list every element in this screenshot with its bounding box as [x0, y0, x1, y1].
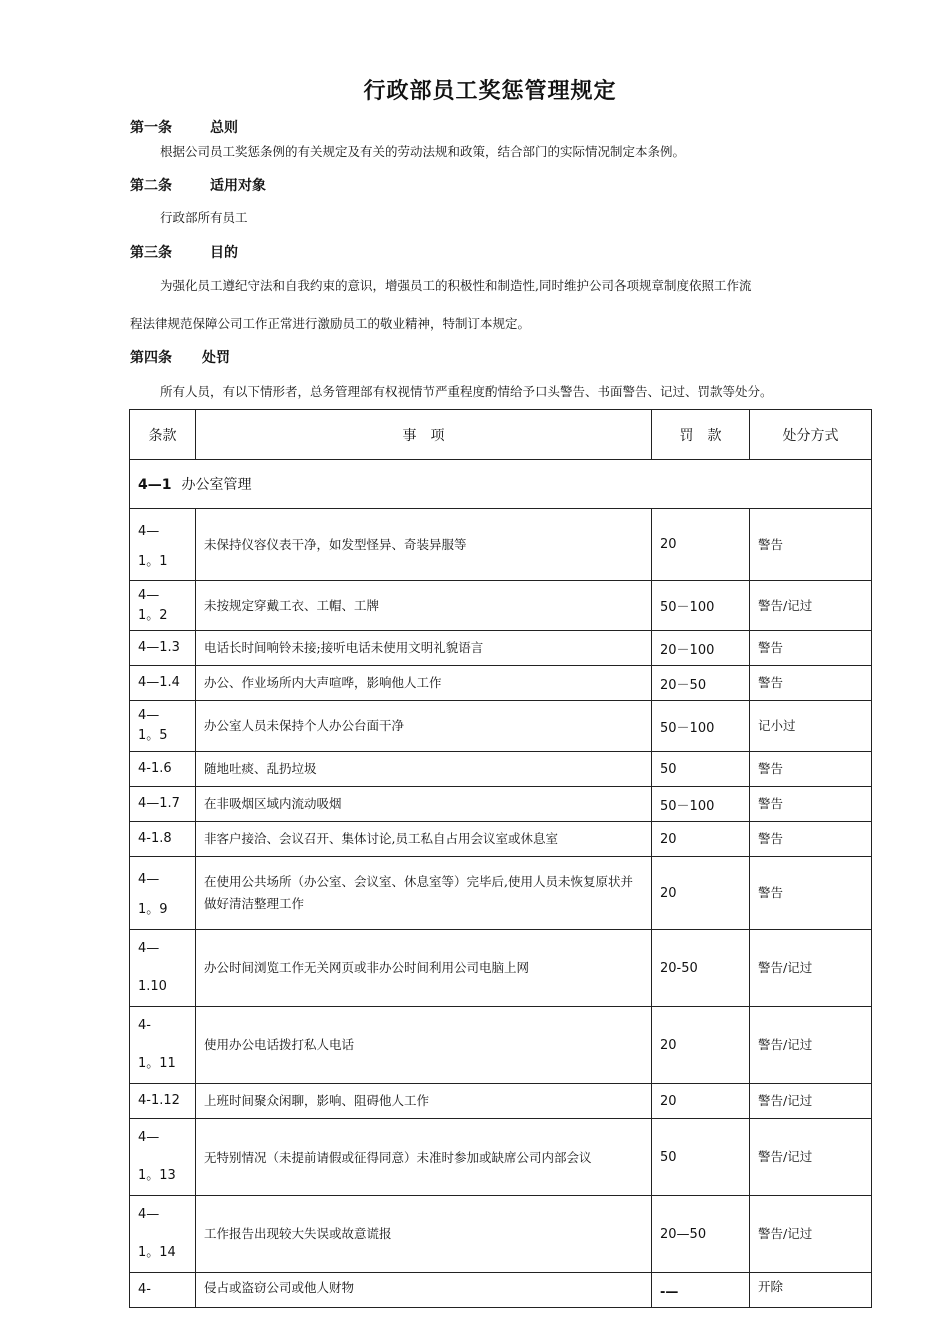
- column-header-item: 事 项: [196, 410, 652, 460]
- article-name: 目的: [210, 245, 238, 261]
- clause-cell: [130, 930, 196, 1007]
- table-row: [130, 701, 872, 752]
- item-cell: 工作报告出现较大失误或故意谎报: [196, 1196, 652, 1273]
- clause-part: 1。1: [138, 553, 168, 569]
- item-cell: 未按规定穿戴工衣、工帽、工牌: [196, 581, 652, 631]
- item-cell: 无特别情况（未提前请假或征得同意）未准时参加或缺席公司内部会议: [196, 1119, 652, 1196]
- clause-cell: 4—1.4: [130, 666, 196, 701]
- article-name: 适用对象: [210, 178, 266, 194]
- method-cell: 警告/记过: [750, 581, 872, 631]
- penalty-table: [129, 409, 872, 1308]
- article-number: 第三条: [130, 245, 172, 261]
- clause-part: 1。14: [138, 1245, 176, 1260]
- method-cell: 警告: [750, 509, 872, 581]
- table-row: [130, 1196, 872, 1273]
- clause-part: 4—: [138, 587, 160, 603]
- clause-part: 4—: [138, 941, 160, 956]
- item-cell: 办公时间浏览工作无关网页或非办公时间利用公司电脑上网: [196, 930, 652, 1007]
- article-4-text: 所有人员，有以下情形者，总务管理部有权视情节严重程度酌情给予口头警告、书面警告、记过、罚款等处分。: [160, 384, 773, 399]
- article-number: 第四条: [130, 350, 172, 366]
- item-cell: 办公、作业场所内大声喧哗，影响他人工作: [196, 666, 652, 701]
- item-cell: 非客户接洽、会议召开、集体讨论,员工私自占用会议室或休息室: [196, 822, 652, 857]
- method-cell: 警告/记过: [750, 930, 872, 1007]
- table-row: [130, 857, 872, 930]
- clause-cell: 4-1.8: [130, 822, 196, 857]
- method-cell: 警告/记过: [750, 1007, 872, 1084]
- table-row: [130, 752, 872, 787]
- fine-cell: 20-50: [652, 930, 750, 1007]
- clause-cell: 4-1.12: [130, 1084, 196, 1119]
- item-cell: 使用办公电话拨打私人电话: [196, 1007, 652, 1084]
- article-4-heading: [130, 347, 230, 367]
- fine-cell: 50: [652, 1119, 750, 1196]
- article-number: 第二条: [130, 178, 172, 194]
- fine-cell: 50－100: [652, 581, 750, 631]
- item-cell: 电话长时间响铃未接;接听电话未使用文明礼貌语言: [196, 631, 652, 666]
- item-cell: 上班时间聚众闲聊，影响、阻碍他人工作: [196, 1084, 652, 1119]
- article-3-text-line2: 程法律规范保障公司工作正常进行激励员工的敬业精神，特制订本规定。: [130, 316, 531, 331]
- clause-part: 1。5: [138, 728, 168, 743]
- article-number: 第一条: [130, 120, 172, 136]
- clause-cell: [130, 701, 196, 752]
- table-row: [130, 1084, 872, 1119]
- column-header-clause: 条款: [130, 410, 196, 460]
- clause-part: 1。9: [138, 902, 168, 917]
- clause-part: 1。2: [138, 607, 168, 623]
- fine-cell: -—: [652, 1273, 750, 1308]
- table-row: [130, 509, 872, 581]
- item-cell: 在使用公共场所（办公室、会议室、休息室等）完毕后,使用人员未恢复原状并做好清洁整理工作: [196, 857, 652, 930]
- item-cell: 在非吸烟区域内流动吸烟: [196, 787, 652, 822]
- clause-part: 4-: [138, 1018, 151, 1033]
- fine-cell: 50－100: [652, 787, 750, 822]
- clause-part: 1。13: [138, 1168, 176, 1183]
- clause-part: 4—: [138, 872, 160, 887]
- clause-cell: [130, 1119, 196, 1196]
- clause-part: 4—: [138, 1207, 160, 1222]
- fine-cell: 50: [652, 752, 750, 787]
- method-cell: 警告: [750, 631, 872, 666]
- document-title: 行政部员工奖惩管理规定: [363, 78, 617, 104]
- clause-part: 4—: [138, 708, 160, 723]
- section-name: 办公室管理: [181, 477, 252, 493]
- fine-cell: 20: [652, 1084, 750, 1119]
- table-row: [130, 581, 872, 631]
- item-cell: 未保持仪容仪表干净，如发型怪异、奇装异服等: [196, 509, 652, 581]
- fine-cell: 20—50: [652, 1196, 750, 1273]
- article-name: 处罚: [202, 350, 230, 366]
- method-cell: 警告: [750, 822, 872, 857]
- clause-cell: 4-1.6: [130, 752, 196, 787]
- article-3-text-line1: 为强化员工遵纪守法和自我约束的意识，增强员工的积极性和制造性,同时维护公司各项规章制度依照工作流: [160, 278, 752, 293]
- clause-part: 4—: [138, 523, 160, 539]
- fine-cell: 50－100: [652, 701, 750, 752]
- clause-cell: [130, 509, 196, 581]
- clause-cell: [130, 857, 196, 930]
- method-cell: 记小过: [750, 701, 872, 752]
- method-cell: 警告: [750, 857, 872, 930]
- column-header-fine: 罚 款: [652, 410, 750, 460]
- article-2-heading: [130, 175, 266, 195]
- clause-cell: [130, 1196, 196, 1273]
- method-cell: 警告/记过: [750, 1119, 872, 1196]
- method-cell: 警告/记过: [750, 1084, 872, 1119]
- article-1-heading: [130, 117, 238, 137]
- table-row: [130, 787, 872, 822]
- method-cell: 警告: [750, 787, 872, 822]
- clause-part: 1。11: [138, 1056, 176, 1071]
- item-cell: 随地吐痰、乱扔垃圾: [196, 752, 652, 787]
- method-cell: 警告/记过: [750, 1196, 872, 1273]
- clause-cell: [130, 581, 196, 631]
- item-cell: 侵占或盗窃公司或他人财物: [196, 1273, 652, 1308]
- fine-cell: 20: [652, 857, 750, 930]
- clause-cell: 4—1.7: [130, 787, 196, 822]
- table-row: [130, 1007, 872, 1084]
- article-1-text: 根据公司员工奖惩条例的有关规定及有关的劳动法规和政策，结合部门的实际情况制定本条例。: [160, 144, 686, 159]
- fine-cell: 20: [652, 1007, 750, 1084]
- section-row: [130, 460, 872, 509]
- clause-cell: 4-: [130, 1273, 196, 1308]
- method-cell: 警告: [750, 752, 872, 787]
- method-cell: 开除: [750, 1273, 872, 1308]
- table-header-row: [130, 410, 872, 460]
- table-row: [130, 930, 872, 1007]
- table-row: [130, 631, 872, 666]
- method-cell: 警告: [750, 666, 872, 701]
- table-row: [130, 1119, 872, 1196]
- article-2-text: 行政部所有员工: [160, 210, 248, 225]
- section-code: 4—1: [138, 477, 172, 493]
- article-name: 总则: [210, 120, 238, 136]
- table-row: [130, 1273, 872, 1308]
- fine-cell: 20: [652, 822, 750, 857]
- article-3-heading: [130, 242, 238, 262]
- clause-cell: [130, 1007, 196, 1084]
- column-header-method: 处分方式: [750, 410, 872, 460]
- section-title: [130, 460, 872, 509]
- fine-cell: 20－100: [652, 631, 750, 666]
- clause-part: 1.10: [138, 979, 167, 994]
- item-cell: 办公室人员未保持个人办公台面干净: [196, 701, 652, 752]
- clause-cell: 4—1.3: [130, 631, 196, 666]
- clause-part: 4—: [138, 1130, 160, 1145]
- table-row: [130, 822, 872, 857]
- fine-cell: 20－50: [652, 666, 750, 701]
- table-row: [130, 666, 872, 701]
- fine-cell: 20: [652, 509, 750, 581]
